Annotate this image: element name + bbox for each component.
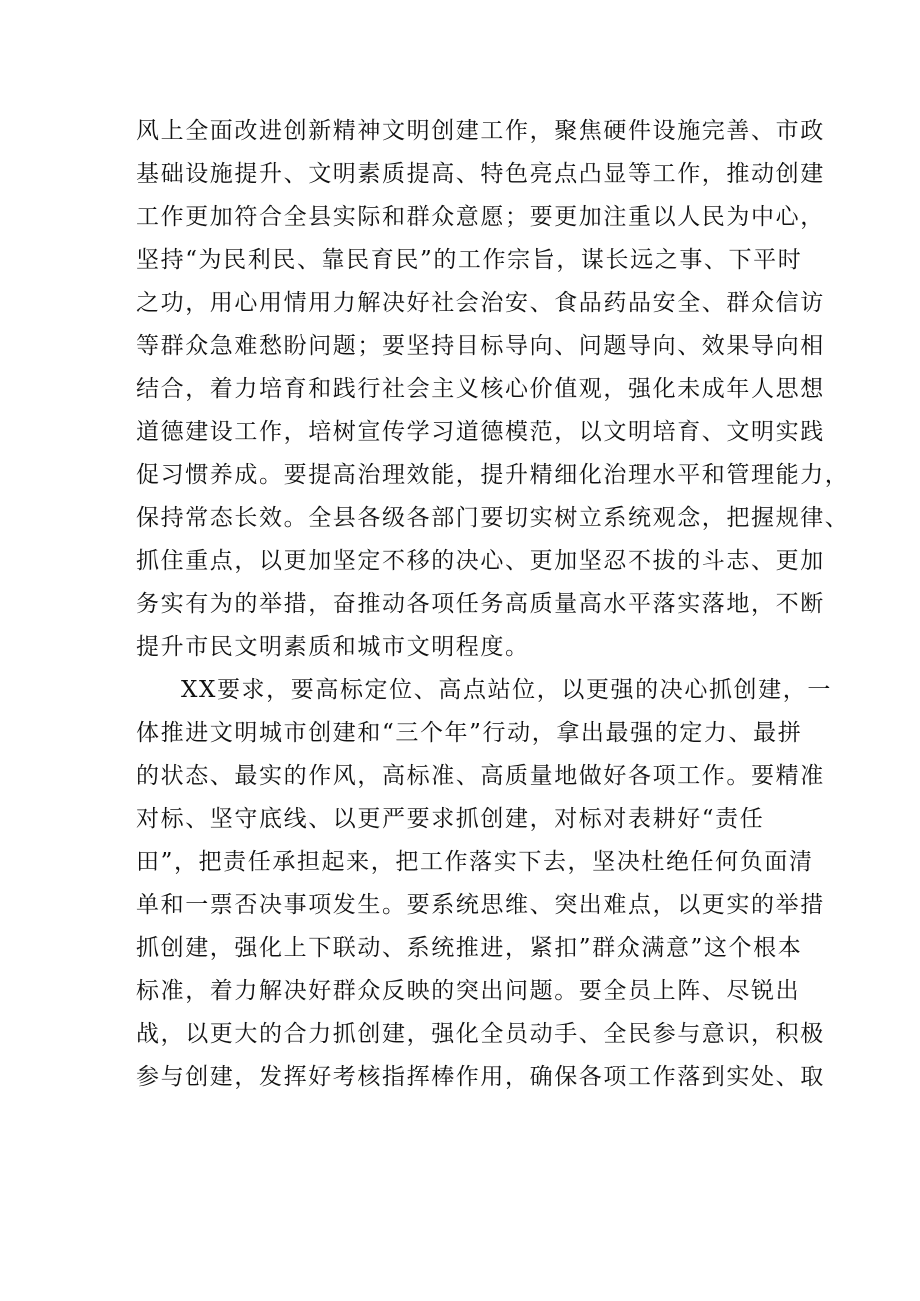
- text-line: 等群众急难愁盼问题；要坚持目标导向、问题导向、效果导向相: [136, 333, 825, 359]
- text-line: 单和一票否决事项发生。要系统思维、突出难点，以更实的举措: [136, 892, 825, 918]
- text-line: 风上全面改进创新精神文明创建工作，聚焦硬件设施完善、市政: [136, 118, 825, 144]
- text-line: 抓住重点，以更加坚定不移的决心、更加坚忍不拔的斗志、更加: [136, 548, 825, 574]
- text-line: 结合，着力培育和践行社会主义核心价值观，强化未成年人思想: [136, 376, 825, 402]
- text-line: 体推进文明城市创建和“三个年”行动，拿出最强的定力、最拼: [136, 720, 803, 746]
- text-line: 之功，用心用情用力解决好社会治安、食品药品安全、群众信访: [136, 290, 825, 316]
- text-line: 标准，着力解决好群众反映的突出问题。要全员上阵、尽锐出: [136, 978, 801, 1004]
- text-line: 参与创建，发挥好考核指挥棒作用，确保各项工作落到实处、取: [136, 1064, 825, 1090]
- text-line: 抓创建，强化上下联动、系统推进，紧扣”群众满意”这个根本: [136, 935, 803, 961]
- text-line: 保持常态长效。全县各级各部门要切实树立系统观念，把握规律、: [136, 505, 850, 531]
- text-line: 战，以更大的合力抓创建，强化全员动手、全民参与意识，积极: [136, 1021, 825, 1047]
- text-line: 促习惯养成。要提高治理效能，提升精细化治理水平和管理能力，: [136, 462, 850, 488]
- text-line: 田”，把责任承担起来，把工作落实下去，坚决杜绝任何负面清: [136, 849, 814, 875]
- body-text: [136, 110, 850, 1099]
- text-line: 道德建设工作，培树宣传学习道德模范，以文明培育、文明实践: [136, 419, 825, 445]
- paragraph-2: [136, 669, 832, 1099]
- text-line: 的状态、最实的作风，高标准、高质量地做好各项工作。要精准: [136, 763, 825, 789]
- text-line: 工作更加符合全县实际和群众意愿；要更加注重以人民为中心，: [136, 204, 825, 230]
- text-line: 坚持“为民利民、靠民育民”的工作宗旨，谋长远之事、下平时: [136, 247, 803, 273]
- text-line: 基础设施提升、文明素质提高、特色亮点凸显等工作，推动创建: [136, 161, 825, 187]
- text-line: 对标、坚守底线、以更严要求抓创建，对标对表耕好“责任: [136, 806, 765, 832]
- text-line: 务实有为的举措，奋推动各项任务高质量高水平落实落地，不断: [136, 591, 825, 617]
- paragraph-1: [136, 110, 850, 669]
- text-line: 提升市民文明素质和城市文明程度。: [136, 634, 530, 660]
- text-line: XX要求，要高标定位、高点站位，以更强的决心抓创建，一: [181, 677, 832, 703]
